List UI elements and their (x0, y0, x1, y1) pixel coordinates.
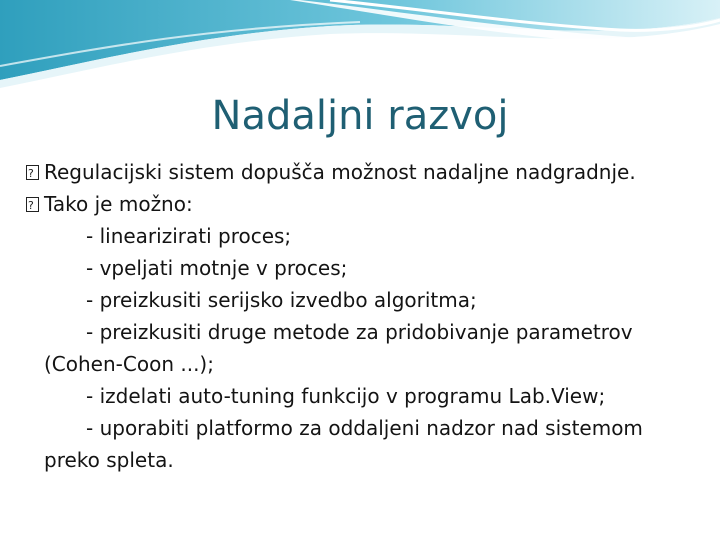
list-item: - preizkusiti druge metode za pridobivanje parametrov (Cohen-Coon ...); (44, 320, 633, 376)
list-item: - izdelati auto-tuning funkcijo v programu Lab.View; (86, 384, 606, 408)
slide-body (26, 156, 696, 476)
slide-title: Nadaljni razvoj (211, 93, 509, 139)
bullet-line-1 (26, 156, 696, 188)
bullet-line-2 (26, 188, 696, 220)
missing-glyph-bullet-icon (26, 197, 39, 212)
bullet-text-2: Tako je možno: (44, 192, 193, 216)
list-item: - preizkusiti serijsko izvedbo algoritma; (86, 288, 477, 312)
header-wave-decoration (0, 0, 720, 95)
list-item: - uporabiti platformo za oddaljeni nadzor nad sistemom preko spleta. (44, 416, 643, 472)
bullet-text-1: Regulacijski sistem dopušča možnost nadaljne nadgradnje. (44, 160, 636, 184)
missing-glyph-bullet-icon (26, 165, 39, 180)
list-item: - linearizirati proces; (86, 224, 292, 248)
list-item: - vpeljati motnje v proces; (86, 256, 348, 280)
